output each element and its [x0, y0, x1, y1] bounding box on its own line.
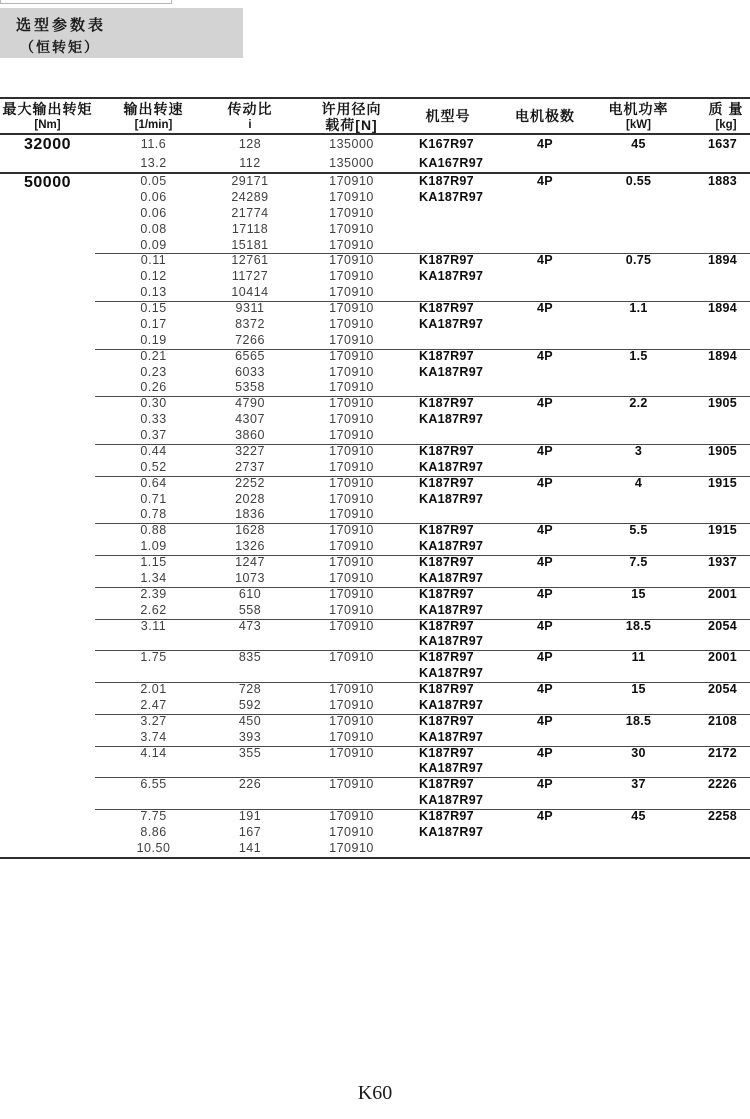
- output-speed-value: 0.21: [140, 348, 167, 363]
- motor-power-value: 18.5: [625, 618, 652, 633]
- motor-poles-value: 4P: [537, 137, 553, 151]
- ratio-value: 1836: [235, 507, 265, 522]
- ratio-group-row: [0, 523, 750, 555]
- torque-section: [0, 174, 750, 859]
- output-speed-value: 11.6: [140, 137, 167, 151]
- model-number: K187R97: [419, 618, 474, 633]
- model-number: KA187R97: [419, 364, 484, 379]
- ratio-value: 15181: [231, 237, 269, 252]
- radial-load-value: 170910: [329, 301, 374, 315]
- ratio-group-row: [0, 135, 750, 172]
- ratio-value: 4307: [235, 412, 265, 427]
- ratio-value: 17118: [231, 221, 269, 236]
- motor-power-value: 30: [631, 745, 646, 760]
- radial-load-value: 170910: [329, 380, 374, 395]
- model-number: KA187R97: [419, 634, 484, 649]
- radial-load-value: 170910: [329, 586, 374, 601]
- model-number: K187R97: [419, 443, 474, 458]
- motor-poles-value: 4P: [537, 523, 553, 538]
- motor-poles-value: 4P: [537, 586, 553, 601]
- ratio-value: 1326: [235, 539, 265, 554]
- ratio-group-row: [0, 746, 750, 778]
- output-speed-value: 3.11: [140, 618, 167, 633]
- radial-load-value: 170910: [329, 618, 374, 633]
- radial-load-value: 170910: [329, 174, 374, 188]
- column-title: 电机极数: [515, 107, 575, 124]
- radial-load-value: 170910: [329, 428, 374, 442]
- motor-poles-value: 4P: [537, 745, 553, 760]
- model-number: K187R97: [419, 586, 474, 601]
- output-speed-value: 0.05: [140, 174, 167, 188]
- ratio-value: 1073: [235, 570, 265, 585]
- motor-power-value: 5.5: [629, 523, 648, 538]
- ratio-group-row: [0, 444, 750, 476]
- motor-power-value: 45: [631, 809, 646, 823]
- output-speed-value: 0.71: [140, 491, 167, 506]
- output-speed-value: 3.27: [140, 713, 167, 728]
- output-speed-value: 1.09: [140, 539, 167, 554]
- column-title: 质 量: [708, 101, 744, 117]
- title-box: [0, 8, 243, 58]
- ratio-value: 21774: [231, 205, 269, 220]
- column-header: [0, 99, 95, 133]
- motor-poles-value: 4P: [537, 443, 553, 458]
- ratio-group-row: [0, 174, 750, 253]
- ratio-value: 10414: [231, 285, 269, 300]
- radial-load-value: 170910: [329, 745, 374, 760]
- model-number: KA167R97: [419, 155, 484, 170]
- mass-value: 2172: [707, 745, 737, 760]
- ratio-group-row: [0, 253, 750, 301]
- motor-poles-value: 4P: [537, 713, 553, 728]
- motor-poles-value: 4P: [537, 618, 553, 633]
- output-speed-value: 10.50: [136, 840, 171, 855]
- output-speed-value: 1.15: [140, 555, 167, 569]
- motor-poles-value: 4P: [537, 174, 553, 188]
- radial-load-value: 170910: [329, 221, 374, 236]
- output-speed-value: 0.17: [140, 316, 167, 331]
- mass-value: 2054: [707, 682, 737, 696]
- output-speed-value: 13.2: [140, 155, 167, 170]
- model-number: K187R97: [419, 650, 474, 665]
- motor-power-value: 0.75: [625, 253, 652, 268]
- ratio-group-row: [0, 349, 750, 397]
- ratio-value: 141: [238, 840, 262, 855]
- model-number: KA187R97: [419, 793, 484, 808]
- mass-value: 1905: [707, 443, 737, 458]
- motor-power-value: 4: [634, 475, 643, 490]
- motor-power-value: 15: [631, 682, 646, 696]
- output-speed-value: 0.26: [140, 380, 167, 395]
- ratio-value: 1628: [235, 523, 265, 538]
- torque-section: [0, 135, 750, 174]
- output-speed-value: 0.06: [140, 205, 167, 220]
- motor-power-value: 15: [631, 586, 646, 601]
- radial-load-value: 170910: [329, 555, 374, 569]
- ratio-value: 835: [238, 650, 262, 665]
- page-number: K60: [357, 1082, 393, 1104]
- motor-power-value: 37: [631, 777, 646, 792]
- model-number: K187R97: [419, 253, 474, 268]
- model-number: KA187R97: [419, 539, 484, 554]
- ratio-value: 226: [238, 777, 262, 792]
- output-speed-value: 0.13: [140, 285, 167, 300]
- ratio-group-row: [0, 587, 750, 619]
- column-unit: [Nm]: [34, 119, 61, 131]
- max-output-torque-value: 50000: [24, 174, 71, 191]
- radial-load-value: 170910: [329, 253, 374, 268]
- column-title: 输出转速: [123, 101, 184, 117]
- ratio-value: 9311: [235, 301, 265, 315]
- output-speed-value: 2.39: [140, 586, 167, 601]
- mass-value: 1883: [707, 174, 737, 188]
- output-speed-value: 0.11: [140, 253, 167, 268]
- mass-value: 2054: [707, 618, 737, 633]
- ratio-value: 3860: [235, 428, 265, 442]
- output-speed-value: 1.34: [140, 570, 167, 585]
- motor-power-value: 3: [634, 443, 643, 458]
- motor-power-value: 18.5: [625, 713, 652, 728]
- model-number: KA187R97: [419, 666, 484, 681]
- ratio-value: 3227: [235, 443, 265, 458]
- ratio-value: 4790: [235, 396, 265, 411]
- ratio-value: 592: [238, 697, 262, 712]
- cut-off-box-edge: [0, 0, 172, 4]
- model-number: KA187R97: [419, 491, 484, 506]
- column-header: [212, 99, 288, 133]
- column-header: [702, 99, 750, 133]
- motor-power-value: 45: [631, 137, 646, 151]
- motor-poles-value: 4P: [537, 348, 553, 363]
- radial-load-value: 170910: [329, 396, 374, 411]
- model-number: K187R97: [419, 713, 474, 728]
- ratio-group-row: [0, 650, 750, 682]
- column-header: [575, 99, 702, 133]
- output-speed-value: 2.47: [140, 697, 167, 712]
- ratio-value: 5358: [235, 380, 265, 395]
- motor-power-value: 1.1: [629, 301, 648, 315]
- radial-load-value: 170910: [329, 539, 374, 554]
- radial-load-value: 170910: [329, 285, 374, 300]
- radial-load-value: 170910: [329, 523, 374, 538]
- ratio-value: 393: [238, 729, 262, 744]
- output-speed-value: 1.75: [140, 650, 167, 665]
- output-speed-value: 0.08: [140, 221, 167, 236]
- motor-poles-value: 4P: [537, 777, 553, 792]
- mass-value: 1894: [707, 348, 737, 363]
- model-number: KA187R97: [419, 189, 484, 204]
- output-speed-value: 7.75: [140, 809, 167, 823]
- mass-value: 1637: [707, 137, 737, 151]
- column-unit: i: [248, 119, 252, 131]
- ratio-value: 12761: [231, 253, 269, 268]
- output-speed-value: 6.55: [140, 777, 167, 792]
- ratio-value: 8372: [235, 316, 265, 331]
- radial-load-value: 170910: [329, 570, 374, 585]
- table-header-row: [0, 99, 750, 135]
- ratio-group-row: [0, 777, 750, 809]
- column-unit: 载荷[N]: [325, 117, 378, 133]
- model-number: K187R97: [419, 777, 474, 792]
- ratio-value: 112: [239, 155, 261, 170]
- radial-load-value: 170910: [329, 507, 374, 522]
- radial-load-value: 135000: [329, 137, 374, 151]
- radial-load-value: 170910: [329, 713, 374, 728]
- output-speed-value: 0.30: [140, 396, 167, 411]
- model-number: KA187R97: [419, 412, 484, 427]
- model-number: KA187R97: [419, 316, 484, 331]
- model-number: K187R97: [419, 301, 474, 315]
- mass-value: 1905: [707, 396, 737, 411]
- motor-poles-value: 4P: [537, 555, 553, 569]
- model-number: K187R97: [419, 475, 474, 490]
- mass-value: 1894: [707, 301, 737, 315]
- mass-value: 2001: [707, 650, 737, 665]
- model-number: KA187R97: [419, 729, 484, 744]
- column-unit: [kW]: [626, 119, 651, 131]
- model-number: KA187R97: [419, 602, 484, 617]
- ratio-value: 7266: [235, 332, 265, 347]
- ratio-value: 11727: [231, 269, 269, 284]
- ratio-value: 2252: [235, 475, 265, 490]
- column-header: [515, 99, 575, 133]
- model-number: K187R97: [419, 682, 474, 696]
- ratio-value: 128: [238, 137, 262, 151]
- ratio-group-row: [0, 396, 750, 444]
- output-speed-value: 0.06: [140, 189, 167, 204]
- output-speed-value: 3.74: [140, 729, 167, 744]
- radial-load-value: 170910: [329, 332, 374, 347]
- column-header: [415, 99, 515, 133]
- column-title: 传动比: [227, 101, 273, 117]
- model-number: K167R97: [419, 137, 474, 151]
- mass-value: 2226: [707, 777, 737, 792]
- page-title: 选型参数表: [16, 17, 107, 34]
- radial-load-value: 170910: [329, 205, 374, 220]
- model-number: KA187R97: [419, 824, 484, 839]
- motor-poles-value: 4P: [537, 301, 553, 315]
- radial-load-value: 170910: [329, 412, 374, 427]
- radial-load-value: 170910: [329, 237, 374, 252]
- motor-poles-value: 4P: [537, 650, 553, 665]
- radial-load-value: 170910: [329, 840, 374, 855]
- output-speed-value: 2.62: [140, 602, 167, 617]
- radial-load-value: 170910: [329, 316, 374, 331]
- radial-load-value: 170910: [329, 824, 374, 839]
- model-number: KA187R97: [419, 761, 484, 776]
- ratio-group-row: [0, 619, 750, 651]
- radial-load-value: 170910: [329, 443, 374, 458]
- ratio-value: 167: [238, 824, 262, 839]
- mass-value: 1915: [707, 475, 737, 490]
- motor-power-value: 1.5: [629, 348, 648, 363]
- output-speed-value: 0.23: [140, 364, 167, 379]
- output-speed-value: 0.19: [140, 332, 167, 347]
- output-speed-value: 0.12: [140, 269, 167, 284]
- ratio-value: 6565: [235, 348, 265, 363]
- ratio-group-row: [0, 809, 750, 857]
- output-speed-value: 0.44: [140, 443, 167, 458]
- max-output-torque-value: 32000: [24, 136, 71, 153]
- ratio-value: 2737: [235, 459, 265, 474]
- ratio-value: 450: [238, 713, 262, 728]
- output-speed-value: 0.15: [140, 301, 167, 315]
- column-header: [95, 99, 212, 133]
- ratio-value: 473: [238, 618, 262, 633]
- column-unit: [kg]: [715, 119, 737, 131]
- radial-load-value: 170910: [329, 364, 374, 379]
- radial-load-value: 170910: [329, 697, 374, 712]
- ratio-group-row: [0, 555, 750, 587]
- output-speed-value: 2.01: [140, 682, 167, 696]
- model-number: KA187R97: [419, 269, 484, 284]
- mass-value: 1937: [707, 555, 737, 569]
- motor-poles-value: 4P: [537, 809, 553, 823]
- radial-load-value: 170910: [329, 650, 374, 665]
- mass-value: 2108: [707, 713, 737, 728]
- model-number: K187R97: [419, 348, 474, 363]
- model-number: K187R97: [419, 523, 474, 538]
- radial-load-value: 170910: [329, 809, 374, 823]
- ratio-group-row: [0, 714, 750, 746]
- motor-poles-value: 4P: [537, 682, 553, 696]
- motor-power-value: 2.2: [629, 396, 648, 411]
- radial-load-value: 170910: [329, 269, 374, 284]
- model-number: KA187R97: [419, 697, 484, 712]
- radial-load-value: 170910: [329, 459, 374, 474]
- ratio-value: 29171: [231, 174, 269, 188]
- model-number: KA187R97: [419, 459, 484, 474]
- column-header: [288, 99, 415, 133]
- radial-load-value: 170910: [329, 729, 374, 744]
- column-title: 最大输出转矩: [2, 101, 93, 117]
- column-unit: [1/min]: [134, 119, 173, 131]
- motor-poles-value: 4P: [537, 253, 553, 268]
- mass-value: 1915: [707, 523, 737, 538]
- ratio-value: 558: [238, 602, 262, 617]
- radial-load-value: 170910: [329, 348, 374, 363]
- ratio-value: 6033: [235, 364, 265, 379]
- column-title: 电机功率: [608, 101, 669, 117]
- output-speed-value: 0.64: [140, 475, 167, 490]
- ratio-group-row: [0, 682, 750, 714]
- ratio-value: 1247: [235, 555, 265, 569]
- output-speed-value: 8.86: [140, 824, 167, 839]
- ratio-group-row: [0, 301, 750, 349]
- radial-load-value: 170910: [329, 682, 374, 696]
- output-speed-value: 0.37: [140, 428, 167, 442]
- output-speed-value: 0.88: [140, 523, 167, 538]
- output-speed-value: 4.14: [140, 745, 167, 760]
- column-title: 许用径向: [321, 101, 382, 117]
- model-number: K187R97: [419, 396, 474, 411]
- output-speed-value: 0.09: [140, 237, 167, 252]
- ratio-value: 24289: [231, 189, 269, 204]
- ratio-value: 610: [238, 586, 262, 601]
- output-speed-value: 0.78: [140, 507, 167, 522]
- output-speed-value: 0.33: [140, 412, 167, 427]
- radial-load-value: 170910: [329, 777, 374, 792]
- model-number: K187R97: [419, 809, 474, 823]
- model-number: K187R97: [419, 745, 474, 760]
- motor-power-value: 7.5: [629, 555, 648, 569]
- ratio-value: 2028: [235, 491, 265, 506]
- model-number: K187R97: [419, 555, 474, 569]
- radial-load-value: 170910: [329, 189, 374, 204]
- motor-poles-value: 4P: [537, 475, 553, 490]
- ratio-value: 355: [238, 745, 262, 760]
- ratio-group-row: [0, 476, 750, 524]
- page-subtitle: （恒转矩）: [20, 39, 100, 55]
- model-number: KA187R97: [419, 570, 484, 585]
- output-speed-value: 0.52: [140, 459, 167, 474]
- ratio-value: 728: [238, 682, 262, 696]
- mass-value: 2258: [707, 809, 737, 823]
- column-title: 机型号: [425, 107, 471, 124]
- motor-poles-value: 4P: [537, 396, 553, 411]
- mass-value: 1894: [707, 253, 737, 268]
- radial-load-value: 170910: [329, 602, 374, 617]
- radial-load-value: 170910: [329, 491, 374, 506]
- motor-power-value: 11: [631, 650, 646, 665]
- radial-load-value: 135000: [329, 155, 374, 170]
- mass-value: 2001: [707, 586, 737, 601]
- model-number: K187R97: [419, 174, 474, 188]
- radial-load-value: 170910: [329, 475, 374, 490]
- motor-power-value: 0.55: [625, 174, 652, 188]
- ratio-value: 191: [238, 809, 262, 823]
- selection-parameter-table: [0, 97, 750, 859]
